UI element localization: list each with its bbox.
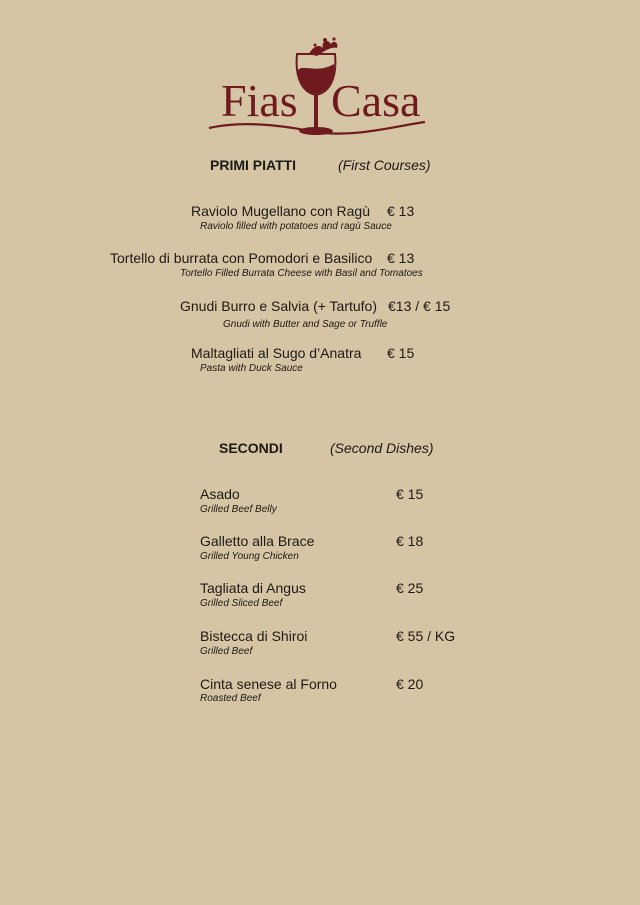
dish-description: Raviolo filled with potatoes and ragù Sauce bbox=[200, 221, 392, 232]
dish-price: € 15 bbox=[396, 486, 424, 502]
dish-description: Pasta with Duck Sauce bbox=[200, 363, 303, 374]
dish-name: Raviolo Mugellano con Ragù bbox=[191, 203, 370, 219]
dish-price: € 25 bbox=[396, 580, 424, 596]
dish-price: €13 / € 15 bbox=[388, 298, 451, 314]
dish-price: € 18 bbox=[396, 533, 424, 549]
dish-price: € 15 bbox=[387, 345, 415, 361]
dish-description: Gnudi with Butter and Sage or Truffle bbox=[223, 319, 388, 330]
primi-section-title: PRIMI PIATTI bbox=[210, 157, 297, 173]
dish-description: Grilled Beef Belly bbox=[200, 504, 277, 515]
dish-name: Cinta senese al Forno bbox=[200, 676, 337, 692]
restaurant-logo bbox=[205, 36, 430, 140]
dish-name: Gnudi Burro e Salvia (+ Tartufo) bbox=[180, 298, 378, 314]
dish-name: Maltagliati al Sugo d’Anatra bbox=[191, 345, 362, 361]
logo-word-right: Casa bbox=[331, 75, 421, 126]
logo-word-left: Fias bbox=[221, 75, 298, 126]
dish-price: € 13 bbox=[387, 250, 415, 266]
dish-name: Bistecca di Shiroi bbox=[200, 628, 308, 644]
dish-name: Tagliata di Angus bbox=[200, 580, 306, 596]
dish-name: Tortello di burrata con Pomodori e Basilico bbox=[110, 250, 373, 266]
secondi-section-subtitle: (Second Dishes) bbox=[330, 440, 434, 456]
dish-description: Grilled Sliced Beef bbox=[200, 598, 283, 609]
dish-price: € 13 bbox=[387, 203, 415, 219]
dish-description: Tortello Filled Burrata Cheese with Basil and Tomatoes bbox=[180, 268, 423, 279]
dish-description: Grilled Young Chicken bbox=[200, 551, 299, 562]
dish-name: Galletto alla Brace bbox=[200, 533, 315, 549]
secondi-section-title: SECONDI bbox=[219, 440, 283, 456]
dish-description: Roasted Beef bbox=[200, 693, 261, 704]
primi-section-subtitle: (First Courses) bbox=[338, 157, 431, 173]
dish-description: Grilled Beef bbox=[200, 646, 253, 657]
dish-price: € 55 / KG bbox=[396, 628, 456, 644]
dish-name: Asado bbox=[200, 486, 240, 502]
dish-price: € 20 bbox=[396, 676, 424, 692]
